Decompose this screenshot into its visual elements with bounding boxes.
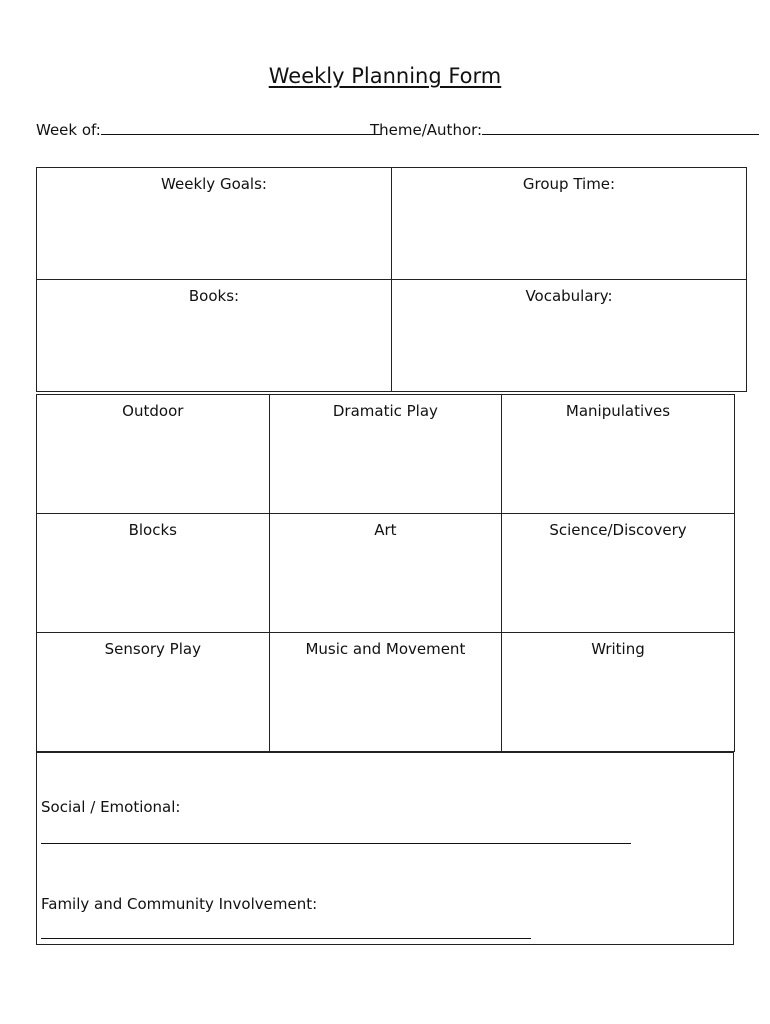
theme-author-row (370, 120, 759, 139)
manipulatives-label: Manipulatives (565, 402, 671, 420)
blocks-cell[interactable] (37, 514, 270, 633)
dramatic-play-cell[interactable] (269, 395, 502, 514)
theme-author-field[interactable] (482, 120, 759, 135)
family-community-label: Family and Community Involvement: (41, 895, 318, 913)
bottom-notes-box (36, 752, 734, 945)
books-label: Books: (188, 287, 240, 305)
dramatic-play-label: Dramatic Play (332, 402, 438, 420)
group-time-label: Group Time: (522, 175, 616, 193)
music-movement-cell[interactable] (269, 633, 502, 752)
art-cell[interactable] (269, 514, 502, 633)
weekly-goals-label: Weekly Goals: (161, 175, 267, 193)
family-community-field[interactable] (41, 938, 531, 939)
art-label: Art (374, 521, 397, 539)
science-discovery-cell[interactable] (502, 514, 735, 633)
vocabulary-cell[interactable] (392, 280, 747, 392)
sensory-play-cell[interactable] (37, 633, 270, 752)
writing-label: Writing (591, 640, 645, 658)
week-of-row (36, 120, 381, 139)
form-title: Weekly Planning Form (268, 64, 502, 88)
manipulatives-cell[interactable] (502, 395, 735, 514)
group-time-cell[interactable] (392, 168, 747, 280)
social-emotional-field[interactable] (41, 843, 631, 844)
vocabulary-label: Vocabulary: (525, 287, 613, 305)
books-cell[interactable] (37, 280, 392, 392)
weekly-goals-cell[interactable] (37, 168, 392, 280)
blocks-label: Blocks (128, 521, 177, 539)
top-sections-table (36, 167, 747, 392)
outdoor-cell[interactable] (37, 395, 270, 514)
writing-cell[interactable] (502, 633, 735, 752)
sensory-play-label: Sensory Play (104, 640, 201, 658)
theme-author-label: Theme/Author: (370, 121, 483, 139)
music-movement-label: Music and Movement (305, 640, 466, 658)
outdoor-label: Outdoor (122, 402, 184, 420)
week-of-field[interactable] (101, 120, 381, 135)
science-discovery-label: Science/Discovery (549, 521, 687, 539)
centers-table (36, 394, 735, 752)
social-emotional-label: Social / Emotional: (41, 798, 181, 816)
week-of-label: Week of: (36, 121, 101, 139)
